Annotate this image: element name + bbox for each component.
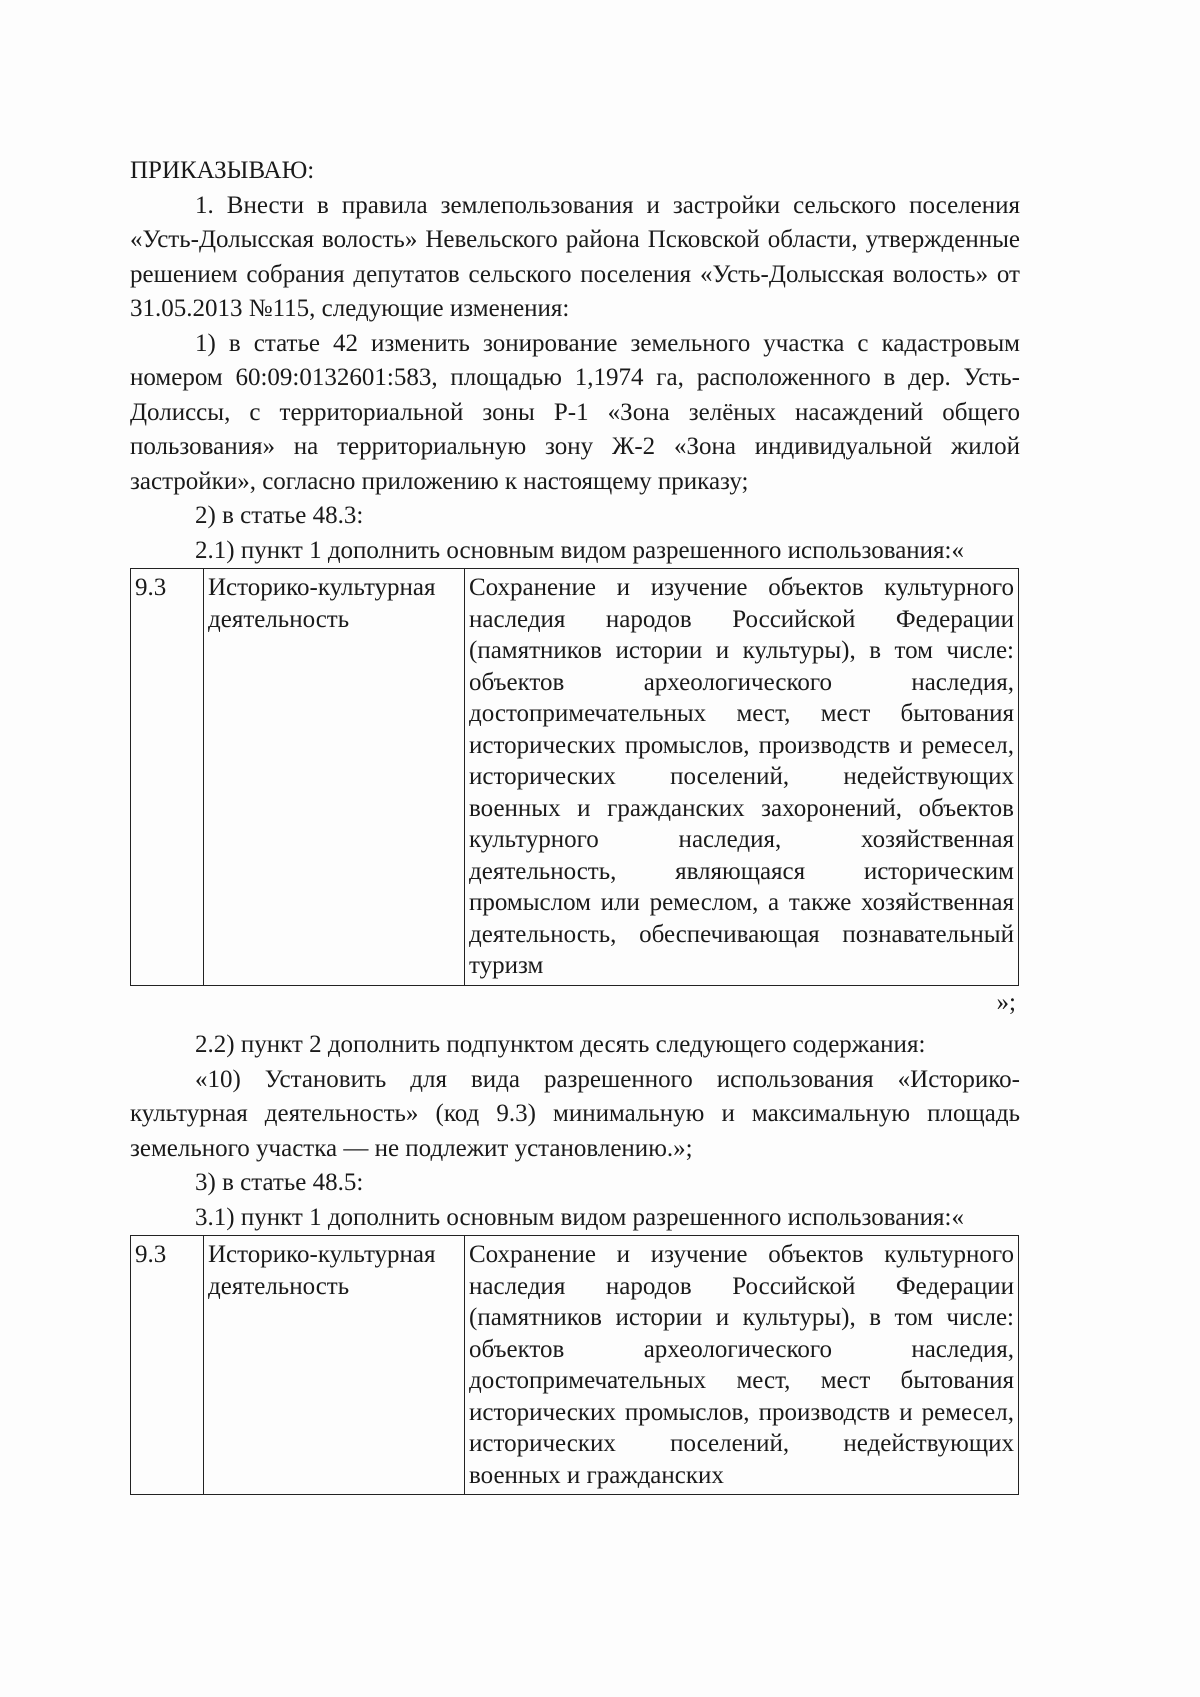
table-cell-description: Сохранение и изучение объектов культурного наследия народов Российской Федерации (памятников истории и культуры), в том числе: объектов археологического наследия, достопримечательных мест, мест бытования исторических промыслов, производств и ремесел, исторических поселений, недействующих военных и гражданских (465, 1236, 1019, 1495)
paragraph-3: 3) в статье 48.5: (195, 1169, 364, 1196)
paragraph-2-2-text: «10) Установить для вида разрешенного использования «Историко-культурная деятельность» (код 9.3) минимальную и максимальную площадь земельного участка — не подлежит установлению.»; (130, 1065, 1020, 1162)
table-cell-name: Историко-культурная деятельность (204, 1236, 465, 1495)
paragraph-2-1: 2.1) пункт 1 дополнить основным видом разрешенного использования:« (195, 536, 965, 564)
table-cell-description: Сохранение и изучение объектов культурного наследия народов Российской Федерации (памятников истории и культуры), в том числе: объектов археологического наследия, достопримечательных мест, мест бытования исторических промыслов, производств и ремесел, исторических поселений, недействующих военных и гражданских захоронений, объектов культурного наследия, хозяйственная деятельность, являющаяся историческим промыслом или ремеслом, а также хозяйственная деятельность, обеспечивающая познавательный туризм (465, 569, 1019, 986)
order-heading: ПРИКАЗЫВАЮ: (130, 157, 315, 184)
table-cell-code: 9.3 (131, 1236, 204, 1495)
land-use-table-2 (130, 1235, 1019, 1495)
table-row (131, 569, 1019, 986)
document-body (130, 154, 1020, 1495)
land-use-table-1 (130, 568, 1019, 986)
table-cell-code: 9.3 (131, 569, 204, 986)
paragraph-3-1: 3.1) пункт 1 дополнить основным видом разрешенного использования:« (195, 1203, 965, 1231)
closing-quote-1: »; (996, 988, 1016, 1016)
table-row (131, 1236, 1019, 1495)
table-cell-name: Историко-культурная деятельность (204, 569, 465, 986)
paragraph-1-1: 1) в статье 42 изменить зонирование земельного участка с кадастровым номером 60:09:0132601:583, площадью 1,1974 га, расположенного в дер. Усть-Долиссы, с территориальной зоны Р-1 «Зона зелёных насаждений общего пользования» на территориальную зону Ж-2 «Зона индивидуальной жилой застройки», согласно приложению к настоящему приказу; (130, 329, 1020, 495)
paragraph-2: 2) в статье 48.3: (195, 502, 364, 529)
paragraph-2-2: 2.2) пункт 2 дополнить подпунктом десять следующего содержания: (195, 1031, 926, 1058)
paragraph-1: 1. Внести в правила землепользования и застройки сельского поселения «Усть-Долысская волость» Невельского района Псковской области, утвержденные решением собрания депутатов сельского поселения «Усть-Долысская волость» от 31.05.2013 №115, следующие изменения: (130, 191, 1020, 322)
